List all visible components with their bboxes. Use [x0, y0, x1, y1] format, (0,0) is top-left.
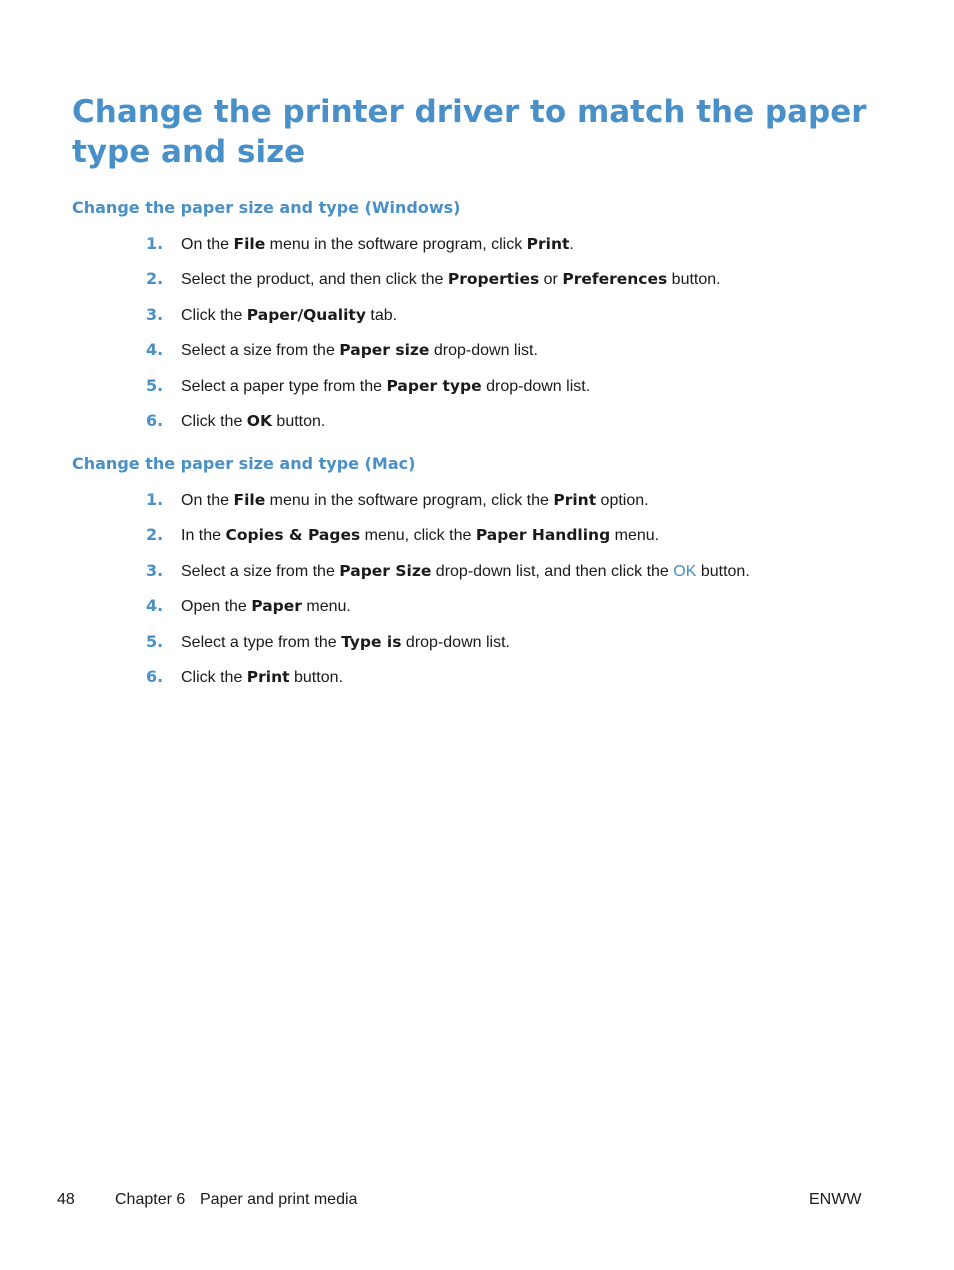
step-number: 6.	[146, 666, 164, 686]
menu-name-file: File	[233, 235, 266, 253]
command-print: Print	[553, 491, 597, 509]
button-name-preferences: Preferences	[562, 270, 668, 289]
button-name-print: Print	[246, 667, 290, 686]
footer-chapter: Chapter 6	[115, 1191, 186, 1208]
step-number: 3.	[146, 560, 164, 580]
footer-region: ENWW	[809, 1191, 862, 1208]
step-number: 5.	[146, 631, 164, 651]
step-text: Click the OK button.	[181, 411, 326, 430]
footer-chapter-title: Paper and print media	[200, 1191, 358, 1208]
tab-name-paper-quality: Paper/Quality	[246, 305, 366, 324]
step-text: Open the Paper menu.	[181, 597, 351, 616]
footer-page-number: 48	[57, 1191, 75, 1208]
button-name-ok: OK	[246, 411, 272, 430]
step-number: 6.	[146, 410, 164, 430]
menu-name-paper: Paper	[251, 597, 302, 616]
button-name-properties: Properties	[447, 270, 540, 289]
list-name-paper-type: Paper type	[386, 376, 482, 395]
step-text: On the File menu in the software program, click the Print option.	[181, 491, 649, 509]
step-number: 4.	[146, 340, 164, 360]
menu-name-file: File	[233, 491, 266, 509]
step-number: 1.	[146, 490, 164, 509]
ok-link[interactable]: OK	[673, 562, 697, 580]
step-text: Select the product, and then click the Properties or Preferences button.	[181, 270, 721, 289]
step-text: On the File menu in the software program, click Print.	[181, 235, 574, 253]
section-heading-mac: Change the paper size and type (Mac)	[72, 454, 416, 473]
step-text: Select a type from the Type is drop-down list.	[181, 632, 510, 651]
step-number: 2.	[146, 269, 164, 289]
page-title: Change the printer driver to match the paper type and size	[72, 94, 867, 170]
list-name-paper-size: Paper Size	[339, 561, 432, 580]
step-number: 1.	[146, 234, 164, 253]
step-text: Select a size from the Paper Size drop-down list, and then click the OK button.	[181, 561, 750, 580]
step-text: Click the Paper/Quality tab.	[181, 305, 398, 324]
step-text: In the Copies & Pages menu, click the Paper Handling menu.	[181, 526, 660, 545]
step-text: Select a size from the Paper size drop-down list.	[181, 341, 538, 360]
section-heading-windows: Change the paper size and type (Windows)	[72, 198, 461, 217]
menu-name-paper-handling: Paper Handling	[475, 526, 611, 545]
step-text: Click the Print button.	[181, 667, 343, 686]
step-number: 5.	[146, 375, 164, 395]
step-number: 2.	[146, 525, 164, 545]
menu-name-copies-pages: Copies & Pages	[225, 526, 361, 545]
step-text: Select a paper type from the Paper type drop-down list.	[181, 376, 591, 395]
step-number: 3.	[146, 304, 164, 324]
step-number: 4.	[146, 596, 164, 616]
command-print: Print	[526, 235, 570, 253]
list-name-paper-size: Paper size	[339, 341, 430, 360]
list-name-type-is: Type is	[341, 632, 402, 651]
